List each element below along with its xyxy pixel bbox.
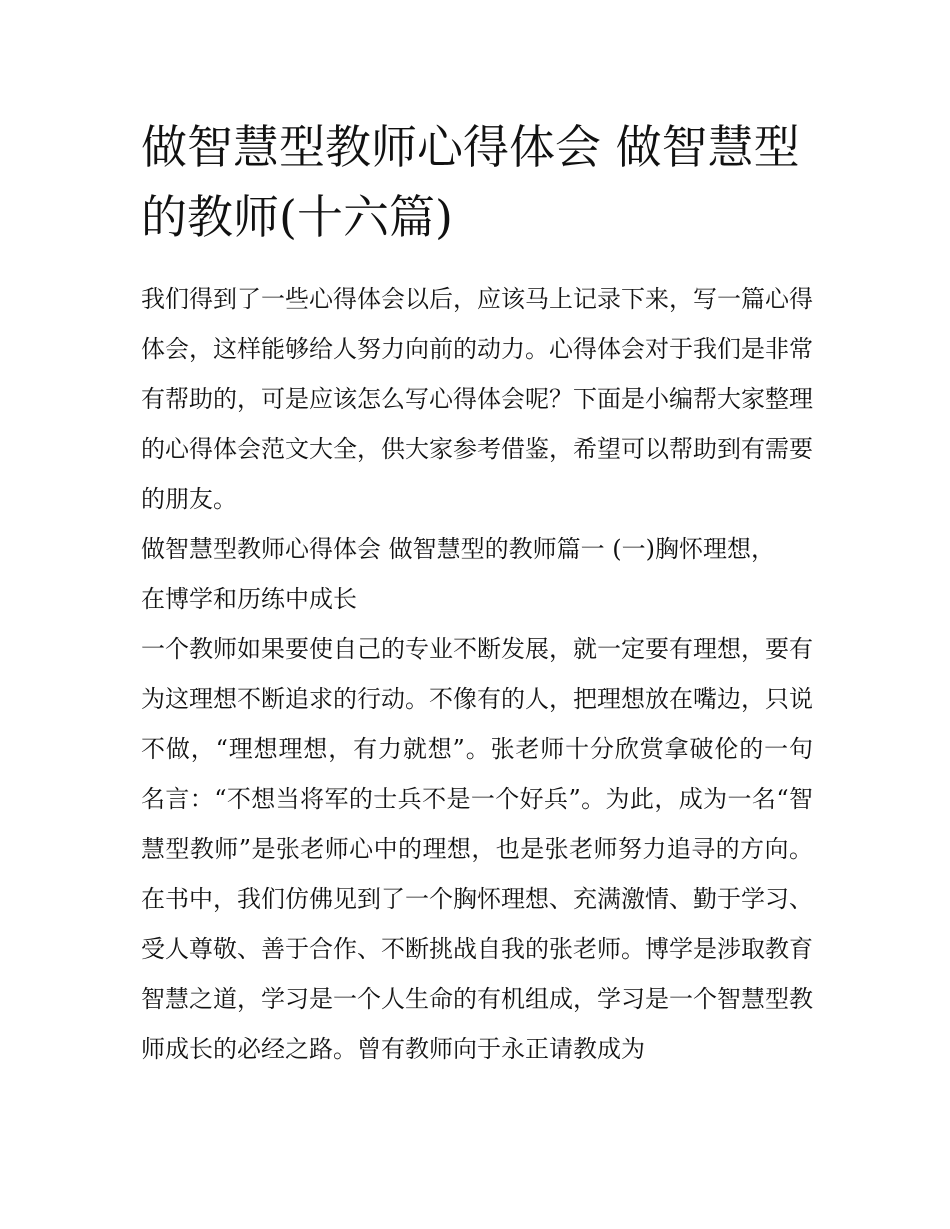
document-title: 做智慧型教师心得体会 做智慧型的教师(十六篇) bbox=[141, 120, 800, 244]
section-heading-line-2: 在博学和历练中成长 bbox=[141, 585, 357, 613]
body-paragraph: 一个教师如果要使自己的专业不断发展，就一定要有理想，要有为这理想不断追求的行动。不像有的人，把理想放在嘴边，只说不做，“理想理想，有力就想”。张老师十分欣赏拿破伦的一句名言：“不想当将军的士兵不是一个好兵”。为此，成为一名“智慧型教师”是张老师心中的理想，也是张老师努力追寻的方向。在书中，我们仿佛见到了一个胸怀理想、充满激情、勤于学习、受人尊敬、善于合作、不断挑战自我的张老师。博学是涉取教育智慧之道，学习是一个人生命的有机组成，学习是一个智慧型教师成长的必经之路。曾有教师向于永正请教成为 bbox=[141, 635, 813, 1063]
document-content bbox=[141, 112, 813, 1074]
section-heading-line-1: 做智慧型教师心得体会 做智慧型的教师篇一 (一)胸怀理想， bbox=[141, 535, 775, 563]
intro-paragraph: 我们得到了一些心得体会以后，应该马上记录下来，写一篇心得体会，这样能够给人努力向前的动力。心得体会对于我们是非常有帮助的，可是应该怎么写心得体会呢？下面是小编帮大家整理的心得体会范文大全，供大家参考借鉴，希望可以帮助到有需要的朋友。 bbox=[141, 285, 813, 513]
